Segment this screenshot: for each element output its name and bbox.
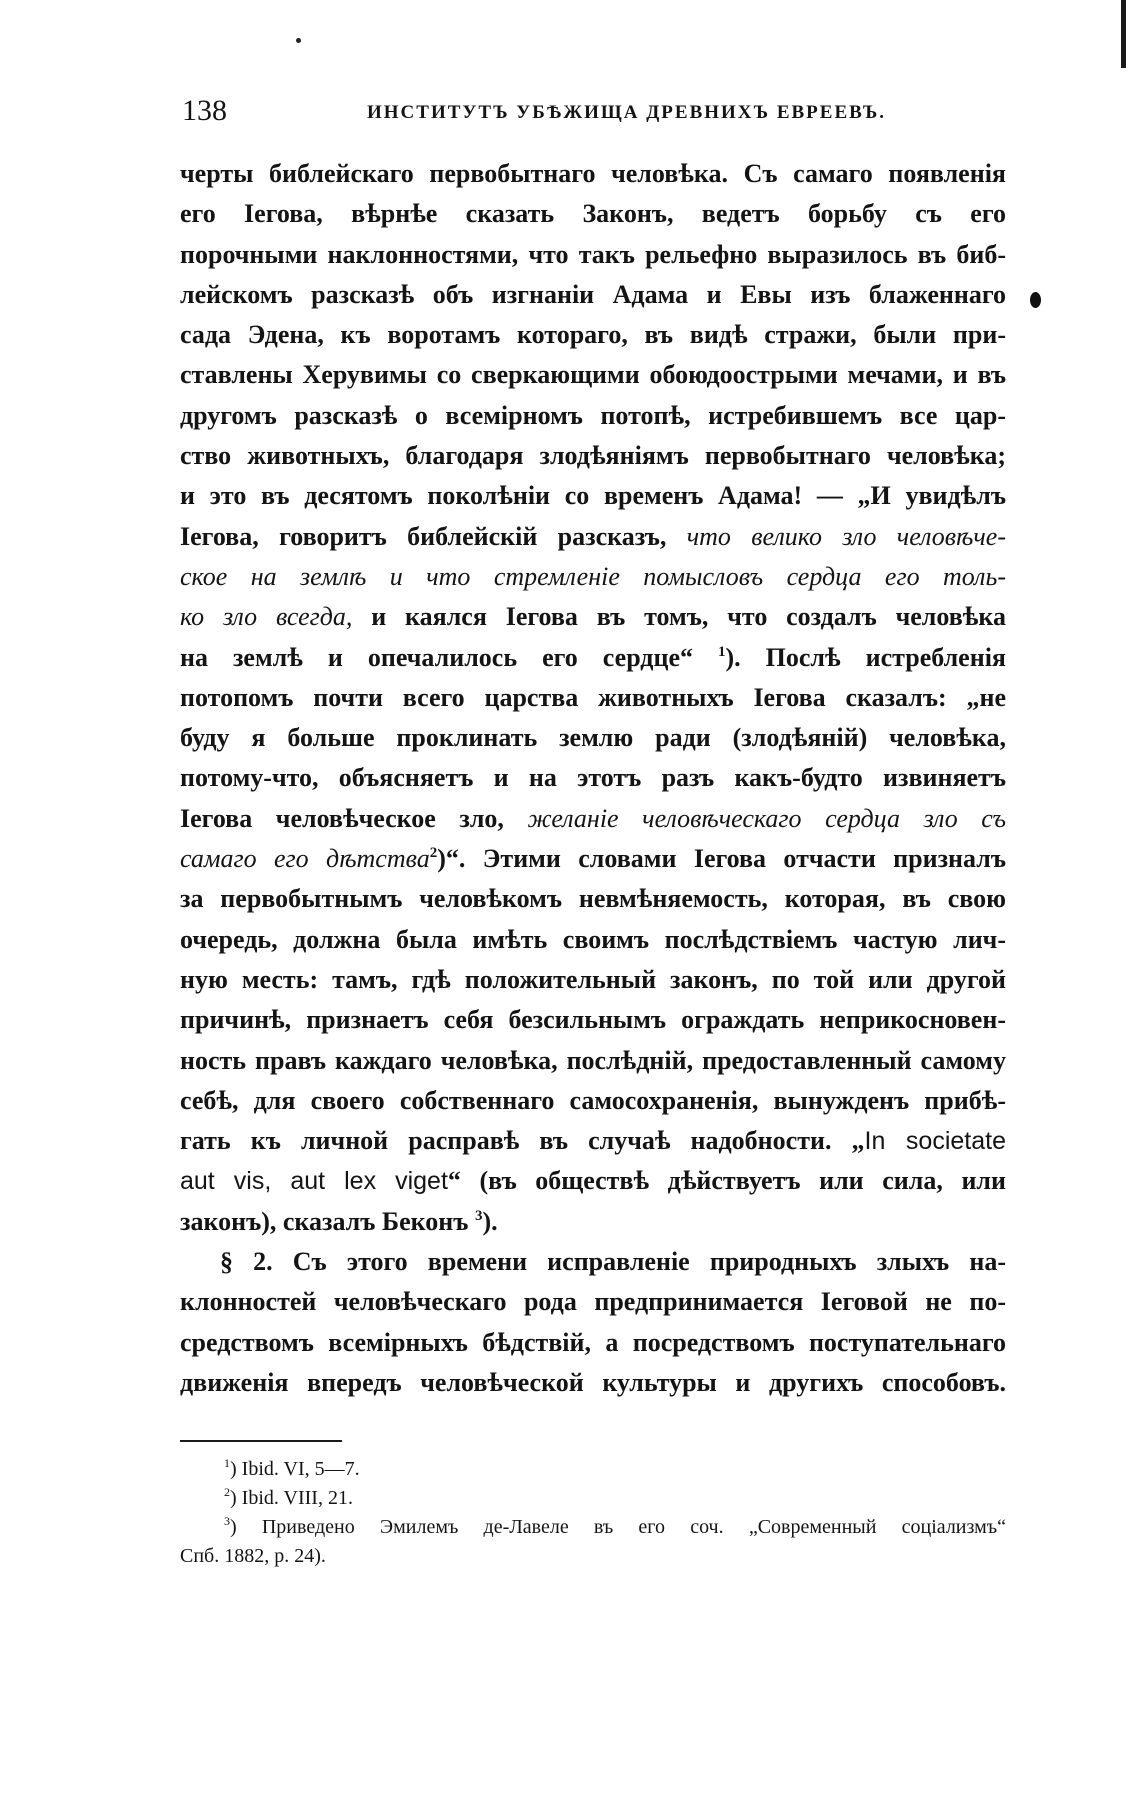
text-span: и каялся Іегова въ томъ, что создалъ человѣка: [352, 602, 1006, 632]
text-span: на землѣ и опечалилось его сердце“: [180, 642, 718, 672]
text-span: )“. Этими словами Іегова отчасти призналъ: [437, 844, 1006, 874]
text-span: гать къ личной расправѣ въ случаѣ надобности. „: [180, 1126, 865, 1156]
text-span: ).: [482, 1206, 498, 1236]
text-line: порочными наклонностями, что такъ рельефно выразилось въ биб-: [180, 239, 1006, 269]
text-line: [180, 1121, 1006, 1161]
text-line: [180, 1161, 1006, 1201]
text-line: лейскомъ разсказѣ объ изгнаніи Адама и Евы изъ блаженнаго: [180, 279, 1006, 309]
text-line: ставлены Херувимы со сверкающими обоюдоострыми мечами, и въ: [180, 360, 1006, 390]
footnote-2: [180, 1484, 1006, 1513]
footnote-mark: 2: [224, 1485, 230, 1499]
footnote-text: ) Приведено Эмилемъ де-Лавеле въ его соч. „Современный соціализмъ“: [230, 1516, 1006, 1538]
text-line: ство животныхъ, благодаря злодѣяніямъ первобытнаго человѣка;: [180, 441, 1006, 471]
text-line: [180, 839, 1006, 879]
text-line: [180, 517, 1006, 557]
text-line: за первобытнымъ человѣкомъ невмѣняемость, которая, въ свою: [180, 884, 1006, 914]
footnote-text: ) Ibid. VI, 5—7.: [230, 1458, 360, 1480]
text-line: черты библейскаго первобытнаго человѣка. Съ самаго появленія: [180, 159, 1006, 188]
footnote-text: ) Ibid. VIII, 21.: [230, 1487, 353, 1509]
section-heading-line: § 2. Съ этого времени исправленіе природныхъ злыхъ на-: [220, 1247, 1006, 1277]
footnote-ref: 3: [474, 1207, 483, 1224]
footnote-ref: 2: [429, 845, 438, 862]
text-span: Іегова человѣческое зло,: [180, 803, 528, 833]
text-line: очередь, должна была имѣть своимъ послѣдствіемъ частую лич-: [180, 924, 1006, 954]
ink-speck: [296, 38, 301, 43]
text-line: и это въ десятомъ поколѣніи со временъ Адама! — „И увидѣлъ: [180, 481, 1006, 511]
text-line: себѣ, для своего собственнаго самосохраненія, вынужденъ прибѣ-: [180, 1085, 1006, 1115]
text-line: буду я больше проклинать землю ради (злодѣяній) человѣка,: [180, 723, 1006, 753]
text-line: ность правъ каждаго человѣка, послѣдній, предоставленный самому: [180, 1045, 1006, 1075]
footnote-mark: 3: [224, 1514, 230, 1528]
text-line: потопомъ почти всего царства животныхъ Іегова сказалъ: „не: [180, 682, 1006, 712]
text-line: [180, 597, 1006, 637]
latin-quote: In societate: [864, 1127, 1006, 1156]
text-line: [180, 557, 1006, 597]
page-number: 138: [182, 94, 227, 127]
italic-quote: ко зло всегда,: [180, 602, 353, 632]
scan-edge-mark: [1121, 0, 1126, 68]
text-line: ную месть: тамъ, гдѣ положительный законъ, по той или другой: [180, 964, 1006, 994]
text-line: его Іегова, вѣрнѣе сказать Законъ, ведетъ борьбу съ его: [180, 199, 1006, 229]
footnote-3: [180, 1513, 1006, 1542]
text-line: [180, 799, 1006, 839]
text-span: “ (въ обществѣ дѣйствуетъ или сила, или: [447, 1166, 1006, 1196]
footnote-ref: 1: [718, 643, 726, 660]
text-span: ). Послѣ истребленія: [725, 642, 1006, 672]
text-span: Іегова, говоритъ библейскій разсказъ,: [180, 521, 687, 551]
body-text: [180, 154, 1006, 1403]
text-line: [180, 638, 1006, 678]
text-line: другомъ разсказѣ о всемірномъ потопѣ, истребившемъ все цар-: [180, 400, 1006, 430]
latin-quote: aut vis, aut lex viget: [180, 1167, 448, 1196]
italic-quote: желаніе человѣческаго сердца зло съ: [527, 803, 1006, 833]
footnote-1: [180, 1455, 1006, 1484]
text-line: причинѣ, признаетъ себя безсильнымъ ограждать неприкосновен-: [180, 1005, 1006, 1035]
running-head: [182, 94, 1002, 134]
text-span: законъ), сказалъ Беконъ: [180, 1206, 475, 1236]
text-line: клонностей человѣческаго рода предпринимается Іеговой не по-: [180, 1287, 1006, 1317]
text-line: движенія впередъ человѣческой культуры и другихъ способовъ.: [180, 1367, 1006, 1397]
text-line: [180, 1202, 1006, 1242]
margin-ink-blot: [1030, 292, 1041, 308]
text-line: средствомъ всемірныхъ бѣдствій, а посредствомъ поступательнаго: [180, 1327, 1006, 1357]
footnote-mark: 1: [224, 1456, 230, 1470]
italic-quote: самаго его дѣтства: [180, 844, 430, 874]
text-line: потому-что, объясняетъ и на этотъ разъ какъ-будто извиняетъ: [180, 763, 1006, 793]
italic-quote: что велико зло человѣче-: [686, 521, 1006, 551]
text-line: сада Эдена, къ воротамъ котораго, въ видѣ стражи, были при-: [180, 320, 1006, 350]
italic-quote: ское на землѣ и что стремленіе помысловъ сердца его толь-: [180, 561, 1006, 591]
footnote-divider: [180, 1440, 342, 1442]
footnote-3-continued: Спб. 1882, p. 24).: [180, 1545, 326, 1567]
running-title: ИНСТИТУТЪ УБѢЖИЩА ДРЕВНИХЪ ЕВРЕЕВЪ.: [367, 102, 887, 123]
footnotes: [180, 1455, 1006, 1571]
